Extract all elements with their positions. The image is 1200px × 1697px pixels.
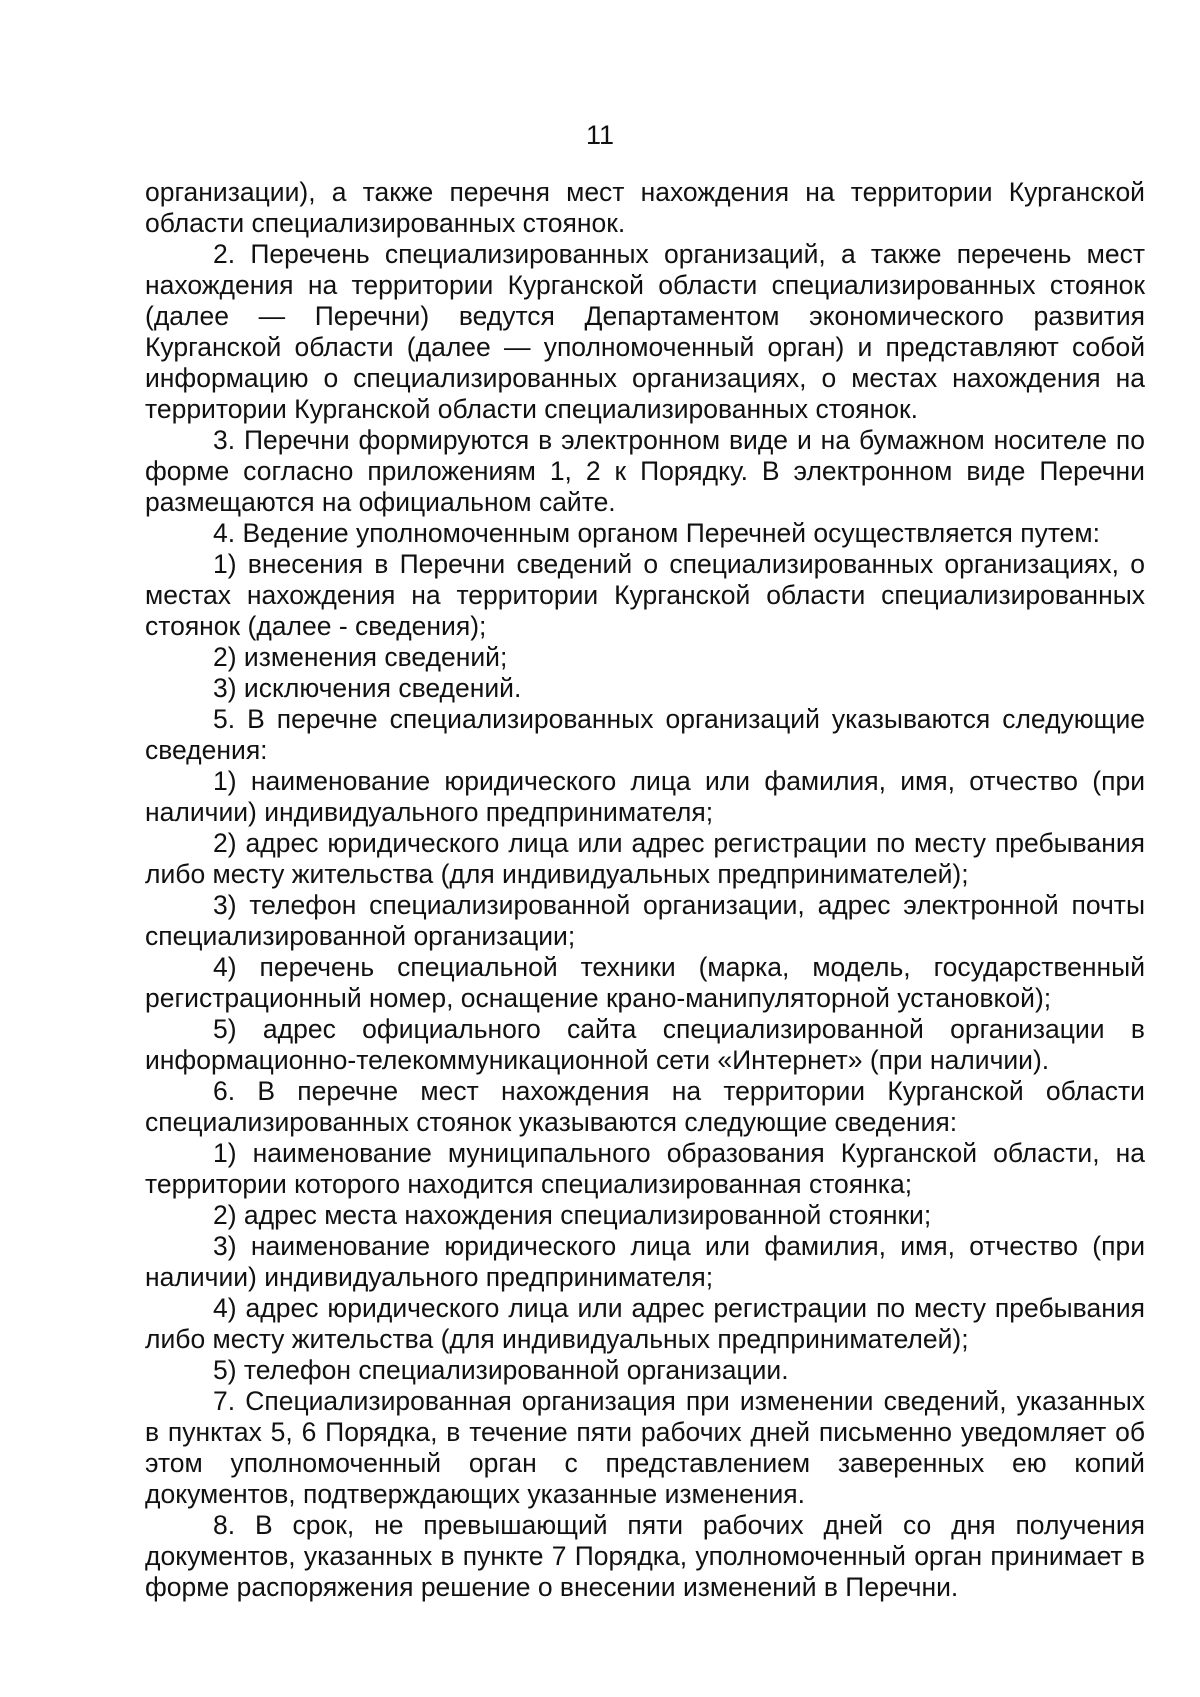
list-item: 2) изменения сведений; xyxy=(213,642,508,672)
list-item: 3) исключения сведений. xyxy=(213,673,522,703)
paragraph-8: 8. В срок, не превышающий пяти рабочих дней со дня получения документов, указанных в пункте 7 Порядка, уполномоченный орган принимает в форме распоряжения решение о внесении изменений в Перечни. xyxy=(145,1510,1145,1602)
page-number: 11 xyxy=(585,120,615,150)
list-item: 3) телефон специализированной организации, адрес электронной почты специализированной организации; xyxy=(145,890,1145,951)
list-item: 5) телефон специализированной организации. xyxy=(213,1355,789,1385)
list-item: 2) адрес места нахождения специализированной стоянки; xyxy=(213,1200,932,1230)
list-item: 1) наименование юридического лица или фамилия, имя, отчество (при наличии) индивидуального предпринимателя; xyxy=(145,766,1145,827)
list-item: 3) наименование юридического лица или фамилия, имя, отчество (при наличии) индивидуального предпринимателя; xyxy=(145,1231,1145,1292)
list-item: 2) адрес юридического лица или адрес регистрации по месту пребывания либо месту жительства (для индивидуальных предпринимателей); xyxy=(145,828,1145,889)
paragraph-6: 6. В перечне мест нахождения на территории Курганской области специализированных стоянок указываются следующие сведения: xyxy=(145,1076,1145,1137)
document-body xyxy=(145,177,1145,1603)
paragraph-7: 7. Специализированная организация при изменении сведений, указанных в пунктах 5, 6 Порядка, в течение пяти рабочих дней письменно уведомляет об этом уполномоченный орган с представлением заверенных ею копий документов, подтверждающих указанные изменения. xyxy=(145,1386,1145,1509)
list-item: 1) внесения в Перечни сведений о специализированных организациях, о местах нахождения на территории Курганской области специализированных стоянок (далее - сведения); xyxy=(145,549,1145,641)
paragraph-2: 2. Перечень специализированных организаций, а также перечень мест нахождения на территории Курганской области специализированных стоянок (далее — Перечни) ведутся Департаментом экономического развития Курганской области (далее — уполномоченный орган) и представляют собой информацию о специализированных организациях, о местах нахождения на территории Курганской области специализированных стоянок. xyxy=(145,239,1145,424)
paragraph-3: 3. Перечни формируются в электронном виде и на бумажном носителе по форме согласно приложениям 1, 2 к Порядку. В электронном виде Перечни размещаются на официальном сайте. xyxy=(145,425,1145,517)
list-item: 4) перечень специальной техники (марка, модель, государственный регистрационный номер, оснащение крано-манипуляторной установкой); xyxy=(145,952,1145,1013)
paragraph-4: 4. Ведение уполномоченным органом Перечней осуществляется путем: xyxy=(213,518,1100,548)
paragraph-5: 5. В перечне специализированных организаций указываются следующие сведения: xyxy=(145,704,1145,765)
paragraph-continuation: организации), а также перечня мест нахождения на территории Курганской области специализированных стоянок. xyxy=(145,177,1145,238)
list-item: 1) наименование муниципального образования Курганской области, на территории которого находится специализированная стоянка; xyxy=(145,1138,1145,1199)
list-item: 5) адрес официального сайта специализированной организации в информационно-телекоммуникационной сети «Интернет» (при наличии). xyxy=(145,1014,1145,1075)
list-item: 4) адрес юридического лица или адрес регистрации по месту пребывания либо месту жительства (для индивидуальных предпринимателей); xyxy=(145,1293,1145,1354)
